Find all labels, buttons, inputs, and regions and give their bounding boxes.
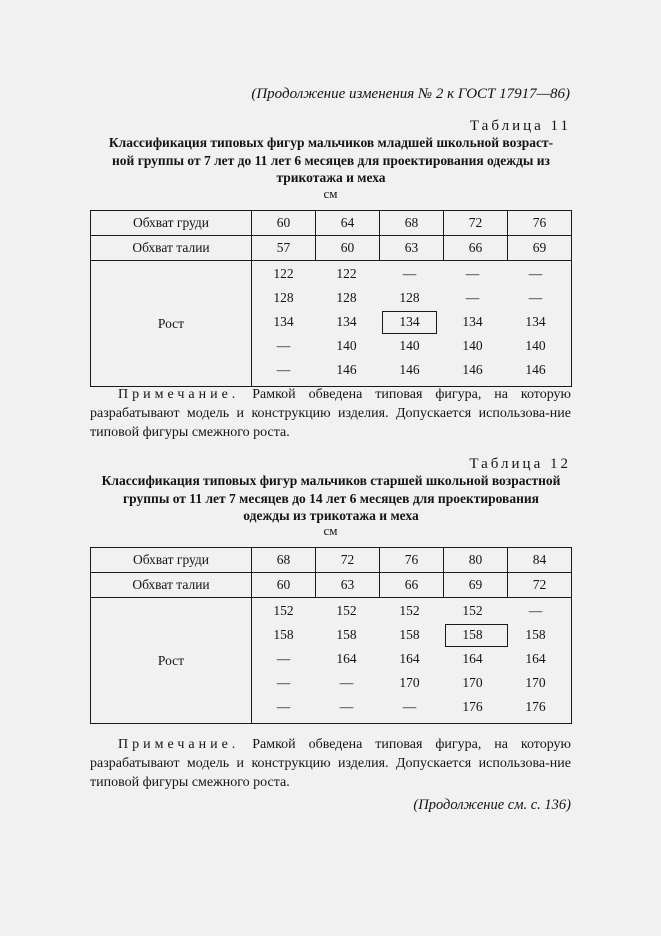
cell: 134: [336, 313, 357, 329]
cell: —: [276, 698, 291, 714]
note-text: Рамкой обведена типовая фигура, на которую разрабатывают модель и конструкцию изделия. Допускается использова-ние типовой фигуры смежного роста.: [90, 387, 571, 440]
cell: —: [465, 289, 480, 305]
cell: 57: [252, 236, 316, 261]
table-row: [91, 573, 572, 598]
cell: 128: [399, 289, 420, 305]
cell: 63: [316, 573, 380, 598]
cell: 122: [273, 265, 294, 281]
cell: 134: [273, 313, 294, 329]
cell: 152: [462, 602, 483, 618]
table-11: [90, 210, 572, 387]
height-column: [315, 262, 378, 386]
cell: 134: [399, 313, 420, 329]
title-line: ной группы от 7 лет до 11 лет 6 месяцев для проектирования одежды из: [112, 152, 550, 168]
cell: 72: [508, 573, 572, 598]
cell: 63: [380, 236, 444, 261]
cell: 68: [380, 211, 444, 236]
cell: —: [528, 289, 543, 305]
table-11-unit: см: [323, 186, 338, 201]
cell: 158: [462, 626, 483, 642]
cell: 64: [316, 211, 380, 236]
cell: 72: [444, 211, 508, 236]
cell: 176: [462, 698, 483, 714]
cell: 72: [316, 548, 380, 573]
note-prefix: Примечание.: [118, 387, 240, 402]
continuation-header: (Продолжение изменения № 2 к ГОСТ 17917—86): [251, 86, 570, 102]
cell: —: [276, 337, 291, 353]
table-row: [91, 211, 572, 236]
height-column: [252, 262, 315, 386]
cell: 146: [462, 361, 483, 377]
cell: 158: [399, 626, 420, 642]
cell: 170: [462, 674, 483, 690]
cell: 66: [444, 236, 508, 261]
height-column: [378, 599, 441, 723]
table-row: [91, 548, 572, 573]
typical-figure-frame: [445, 624, 508, 647]
height-grid: [252, 262, 567, 386]
cell: 69: [508, 236, 572, 261]
cell: 140: [525, 337, 546, 353]
height-column: [315, 599, 378, 723]
cell: 158: [525, 626, 546, 642]
table-12: [90, 547, 572, 724]
title-line: одежды из трикотажа и меха: [243, 508, 419, 523]
cell: 128: [336, 289, 357, 305]
title-line: Классификация типовых фигур мальчиков младшей школьной возраст-: [108, 135, 554, 150]
cell: 134: [525, 313, 546, 329]
table-12-label: Таблица 12: [469, 456, 571, 472]
cell: 164: [462, 650, 483, 666]
height-column: [441, 262, 504, 386]
cell: 68: [252, 548, 316, 573]
cell: 158: [336, 626, 357, 642]
cell: 122: [336, 265, 357, 281]
cell: —: [402, 265, 417, 281]
row-label-height: Рост: [91, 261, 252, 387]
height-column: [441, 599, 504, 723]
height-values-block: [252, 261, 572, 387]
table-row: [91, 261, 572, 387]
cell: —: [276, 650, 291, 666]
height-column: [504, 262, 567, 386]
height-column: [252, 599, 315, 723]
typical-figure-frame: [382, 311, 437, 334]
height-grid: [252, 599, 567, 723]
table-12-note: [90, 735, 571, 792]
cell: —: [339, 698, 354, 714]
table-11-label: Таблица 11: [469, 118, 571, 134]
title-line: Классификация типовых фигур мальчиков старшей школьной возрастной: [101, 473, 561, 488]
table-11-title: [90, 134, 572, 187]
cell: —: [339, 674, 354, 690]
table-row: [91, 598, 572, 724]
cell: 76: [508, 211, 572, 236]
row-label-chest: Обхват груди: [91, 548, 252, 573]
cell: 140: [462, 337, 483, 353]
cell: 152: [399, 602, 420, 618]
table-12-unit: см: [323, 523, 338, 538]
cell: —: [528, 265, 543, 281]
height-column: [504, 599, 567, 723]
cell: —: [402, 698, 417, 714]
cell: 152: [336, 602, 357, 618]
cell: 164: [525, 650, 546, 666]
row-label-chest: Обхват груди: [91, 211, 252, 236]
table-12-title: [90, 472, 572, 525]
cell: 76: [380, 548, 444, 573]
cell: —: [528, 602, 543, 618]
table-row: [91, 236, 572, 261]
cell: 170: [525, 674, 546, 690]
row-label-waist: Обхват талии: [91, 236, 252, 261]
cell: 140: [399, 337, 420, 353]
continuation-footer: (Продолжение см. с. 136): [413, 797, 571, 813]
cell: 146: [525, 361, 546, 377]
note-prefix: Примечание.: [118, 737, 240, 752]
height-values-block: [252, 598, 572, 724]
title-line: трикотажа и меха: [276, 170, 386, 185]
row-label-height: Рост: [91, 598, 252, 724]
table-11-note: [90, 385, 571, 442]
cell: 80: [444, 548, 508, 573]
row-label-waist: Обхват талии: [91, 573, 252, 598]
cell: 146: [336, 361, 357, 377]
cell: 128: [273, 289, 294, 305]
cell: 60: [252, 573, 316, 598]
cell: —: [276, 674, 291, 690]
cell: 158: [273, 626, 294, 642]
cell: 69: [444, 573, 508, 598]
cell: —: [465, 265, 480, 281]
cell: 170: [399, 674, 420, 690]
cell: 164: [399, 650, 420, 666]
cell: 84: [508, 548, 572, 573]
cell: 60: [252, 211, 316, 236]
cell: 66: [380, 573, 444, 598]
cell: —: [276, 361, 291, 377]
cell: 60: [316, 236, 380, 261]
cell: 146: [399, 361, 420, 377]
cell: 152: [273, 602, 294, 618]
cell: 164: [336, 650, 357, 666]
note-text: Рамкой обведена типовая фигура, на которую разрабатывают модель и конструкцию изделия. Допускается использова-ние типовой фигуры смежного роста.: [90, 737, 571, 790]
cell: 176: [525, 698, 546, 714]
cell: 140: [336, 337, 357, 353]
title-line: группы от 11 лет 7 месяцев до 14 лет 6 месяцев для проектирования: [123, 490, 539, 506]
cell: 134: [462, 313, 483, 329]
